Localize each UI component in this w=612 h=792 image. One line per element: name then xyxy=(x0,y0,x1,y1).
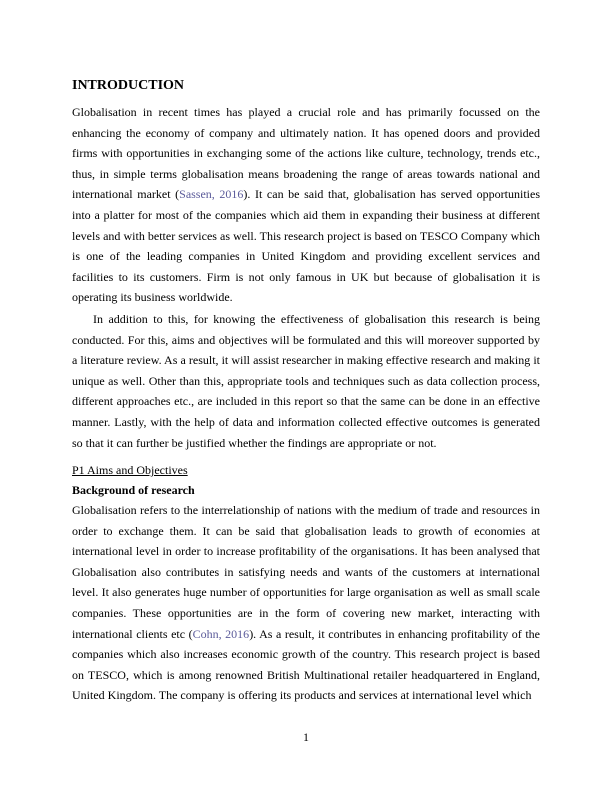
page-content xyxy=(72,72,540,706)
intro-paragraph-2: In addition to this, for knowing the effectiveness of globalisation this research is being conducted. For this, aims and objectives will be formulated and this will moreover supported by a literature review. As a result, it will assist researcher in making effective research and making it unique as well. Other than this, appropriate tools and techniques such as data collection process, different approaches etc., are included in this report so that the same can be done in an effective manner. Lastly, with the help of data and information collected effective outcomes is generated so that it can further be justified whether the findings are appropriate or not. xyxy=(72,311,540,450)
citation-sassen: Sassen, 2016 xyxy=(179,187,244,202)
page-title: INTRODUCTION xyxy=(72,78,185,93)
intro-p1-text-b: ). It can be said that, globalisation has served opportunities into a platter for most of the companies which aid them in expanding their business at different levels and with better services as well. This research project is based on TESCO Company which is one of the leading companies in United Kingdom and providing excellent services and facilities to its customers. Firm is not only famous in UK but because of globalisation it is operating its business worldwide. xyxy=(72,187,540,305)
intro-p1-text-a: Globalisation in recent times has played a crucial role and has primarily focussed on the enhancing the economy of company and ultimately nation. It has opened doors and provided firms with opportunities in exchanging some of the actions like culture, technology, trends etc., thus, in simple terms globalisation means broadening the range of areas towards national and international market ( xyxy=(72,105,540,202)
background-text-b: ). As a result, it contributes in enhancing profitability of the companies which also increases economic growth of the country. This research project is based on TESCO, which is among renowned British Multinational retailer headquartered in England, United Kingdom. The company is offering its products and services at international level which xyxy=(72,626,540,703)
page-number: 1 xyxy=(303,730,309,744)
subsection-heading-background: Background of research xyxy=(72,483,195,498)
background-paragraph xyxy=(72,500,540,706)
citation-cohn: Cohn, 2016 xyxy=(192,626,250,641)
section-heading-aims: P1 Aims and Objectives xyxy=(72,463,188,478)
background-text-a: Globalisation refers to the interrelationship of nations with the medium of trade and resources in order to exchange them. It can be said that globalisation leads to growth of economies at international level in order to increase profitability of the organisations. It has been analysed that Globalisation also contributes in satisfying needs and wants of the customers at international level. It also generates huge number of opportunities for large organisation as well as small scale companies. These opportunities are in the form of covering new market, interacting with international clients etc ( xyxy=(72,503,540,641)
intro-paragraph-1 xyxy=(72,102,540,308)
